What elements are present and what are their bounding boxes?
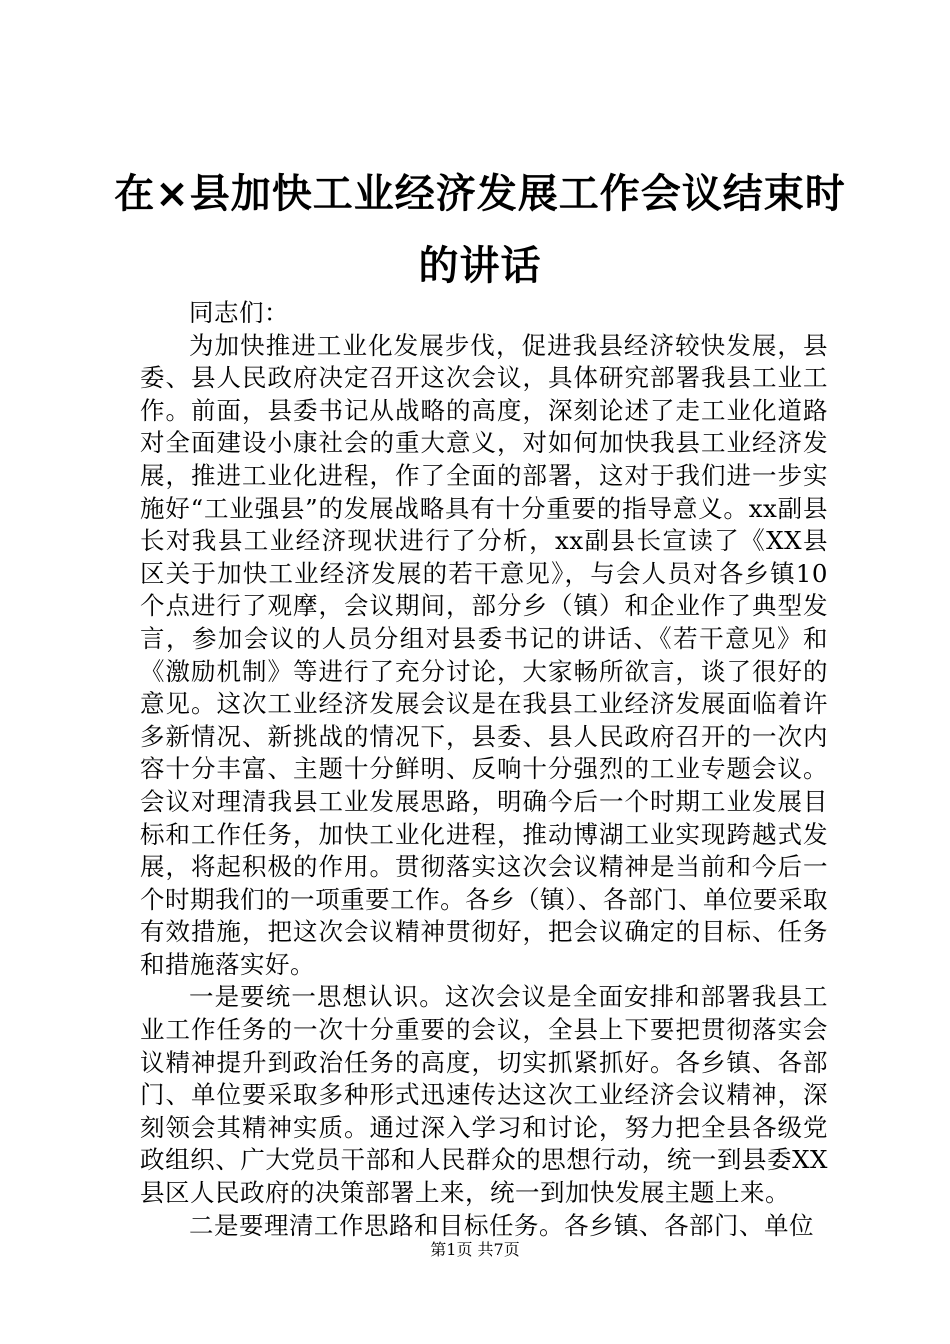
document-title: 在×县加快工业经济发展工作会议结束时的讲话 <box>114 171 846 289</box>
paragraph-3: 二是要理清工作思路和目标任务。各乡镇、各部门、单位 <box>189 1210 814 1240</box>
paragraph-2: 一是要统一思想认识。这次会议是全面安排和部署我县工业工作任务的一次十分重要的会议，全县上下要把贯彻落实会议精神提升到政治任务的高度，切实抓紧抓好。各乡镇、各部门、单位要采取多种形式迅速传达这次工业经济会议精神，深刻领会其精神实质。通过深入学习和讨论，努力把全县各级党政组织、广大党员干部和人民群众的思想行动，统一到县委XX县区人民政府的决策部署上来，统一到加快发展主题上来。 <box>140 982 828 1208</box>
salutation: 同志们： <box>189 298 289 327</box>
paragraph-1: 为加快推进工业化发展步伐，促进我县经济较快发展，县委、县人民政府决定召开这次会议，具体研究部署我县工业工作。前面，县委书记从战略的高度，深刻论述了走工业化道路对全面建设小康社会的重大意义，对如何加快我县工业经济发展，推进工业化进程，作了全面的部署，这对于我们进一步实施好“工业强县”的发展战略具有十分重要的指导意义。xx副县长对我县工业经济现状进行了分析，xx副县长宣读了《XX县区关于加快工业经济发展的若干意见》，与会人员对各乡镇10个点进行了观摩，会议期间，部分乡（镇）和企业作了典型发言，参加会议的人员分组对县委书记的讲话、《若干意见》和《激励机制》等进行了充分讨论，大家畅所欲言，谈了很好的意见。这次工业经济发展会议是在我县工业经济发展面临着许多新情况、新挑战的情况下，县委、县人民政府召开的一次内容十分丰富、主题十分鲜明、反响十分强烈的工业专题会议。会议对理清我县工业发展思路，明确今后一个时期工业发展目标和工作任务，加快工业化进程，推动博湖工业实现跨越式发展，将起积极的作用。贯彻落实这次会议精神是当前和今后一个时期我们的一项重要工作。各乡（镇）、各部门、单位要采取有效措施，把这次会议精神贯彻好，把会议确定的目标、任务和措施落实好。 <box>140 330 828 979</box>
page-footer: 第1页 共7页 <box>430 1240 520 1259</box>
document-body <box>140 297 828 1242</box>
